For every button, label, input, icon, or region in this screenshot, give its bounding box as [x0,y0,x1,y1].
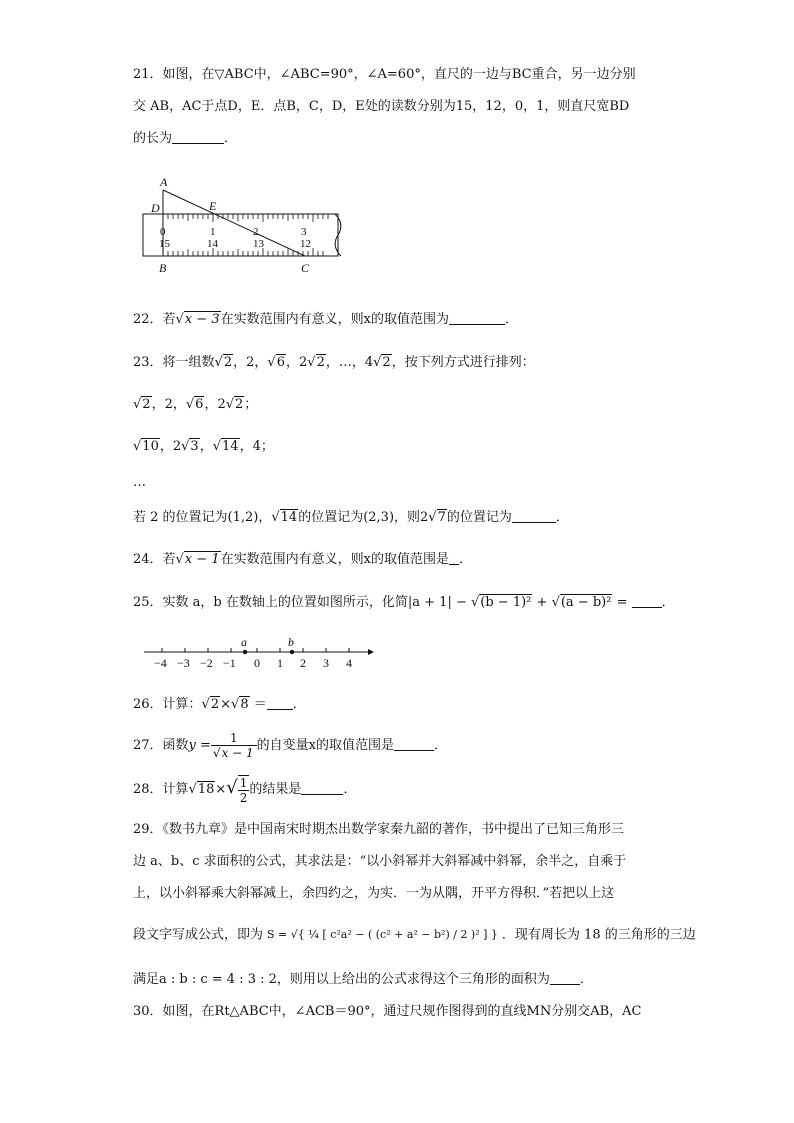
q23-line4: 若 2 的位置记为(1,2)，√14的位置记为(2,3)，则2√7的位置记为 ． [133,510,569,525]
answer-blank [394,750,434,751]
answer-blank [301,794,343,795]
ruler-top-num: 0 [160,226,166,238]
sqrt-expr: √x − 3 [175,312,220,327]
answer-blank [550,984,580,985]
axis-label: 0 [254,656,260,670]
answer-blank [449,324,505,325]
axis-label: 3 [323,656,329,670]
q29-line5: 满足a : b : c = 4 : 3 : 2，则用以上给出的公式求得这个三角形的面积为 ． [133,972,593,987]
q23-ellipsis: … [133,475,146,490]
axis-label: −4 [154,656,167,670]
axis-label: −1 [223,656,236,670]
axis-label: 4 [346,656,352,670]
q29-line2: 边 a、b、c 求面积的公式，其求法是：“以小斜幂并大斜幂减中斜幂，余半之，自乘于 [133,854,627,869]
point-a [243,650,247,654]
label-A: A [160,175,168,189]
q26: 26．计算：√2×√8 ＝ ． [133,697,306,712]
label-D: D [151,201,160,215]
ruler-bottom-num: 13 [253,238,264,250]
label-E: E [209,199,217,213]
ruler-bottom-num: 14 [207,238,218,250]
q30-line1: 30．如图，在Rt△ABC中，∠ACB＝90°，通过尺规作图得到的直线MN分别交AB，AC [133,1004,642,1019]
fraction: $\frac{1}{√x - 1}$ [211,731,257,760]
ruler-bottom-num: 12 [300,238,311,250]
q21-line1: 21．如图，在▽ABC中，∠ABC=90°，∠A=60°，直尺的一边与BC重合，另一边分别 [133,67,636,82]
q29-line3: 上，以小斜幂乘大斜幂减上，余四约之，为实．一为从隅，开平方得积．”若把以上这 [133,886,615,901]
label-B: B [159,261,167,275]
answer-blank [632,607,662,608]
q27: 27．函数y = $\frac{1}{√x - 1}$ 的自变量x的取值范围是 ． [133,731,448,760]
answer-blank [172,143,224,144]
q23-line1: 23．将一组数√2，2，√6，2√2，…，4√2，按下列方式进行排列： [133,355,535,370]
heron-formula: S = √{ ¼ [ c²a² − ( (c² + a² − b²) / 2 )² ] } [267,928,498,941]
label-b: b [288,635,294,649]
axis-label: −2 [200,656,213,670]
ruler-top-num: 2 [253,226,259,238]
number-line-figure [140,634,380,672]
ruler-triangle-figure [135,172,355,277]
q21-line2: 交 AB，AC于点D，E．点B，C，D，E处的读数分别为15，12，0，1，则直尺宽BD [133,99,630,114]
q23-row1: √2，2，√6，2√2； [133,397,258,412]
answer-blank [512,522,556,523]
point-b [290,650,294,654]
q21-line3: 的长为 ． [133,131,238,146]
q24: 24．若√x − 1在实数范围内有意义，则x的取值范围是 ． [133,552,472,567]
axis-label: 1 [277,656,283,670]
ruler-bottom-num: 15 [159,238,170,250]
answer-blank [449,564,459,565]
q22: 22．若√x − 3在实数范围内有意义，则x的取值范围为 ． [133,312,518,327]
q28: 28．计算√18×√ $\frac{1}{2}$ 的结果是 ． [133,775,357,805]
ruler-top-num: 3 [301,226,307,238]
q25: 25．实数 a，b 在数轴上的位置如图所示，化简|a + 1| − √(b − 1)² + √(a − b)² = ． [133,595,675,610]
axis-label: 2 [300,656,306,670]
side-AC [163,190,305,256]
ruler-top-num: 1 [210,226,216,238]
answer-blank [267,709,293,710]
q29-line4: 段文字写成公式，即为 S = √{ ¼ [ c²a² − ( (c² + a² − b²) / 2 )² ] } ．现有周长为 18 的三角形的三边 [133,912,696,958]
axis-label: −3 [177,656,190,670]
label-C: C [301,261,310,275]
label-a: a [241,635,247,649]
q23-row2: √10，2√3，√14，4； [133,439,274,454]
q29-line1: 29．《数书九章》是中国南宋时期杰出数学家秦九韶的著作，书中提出了已知三角形三 [133,822,625,837]
